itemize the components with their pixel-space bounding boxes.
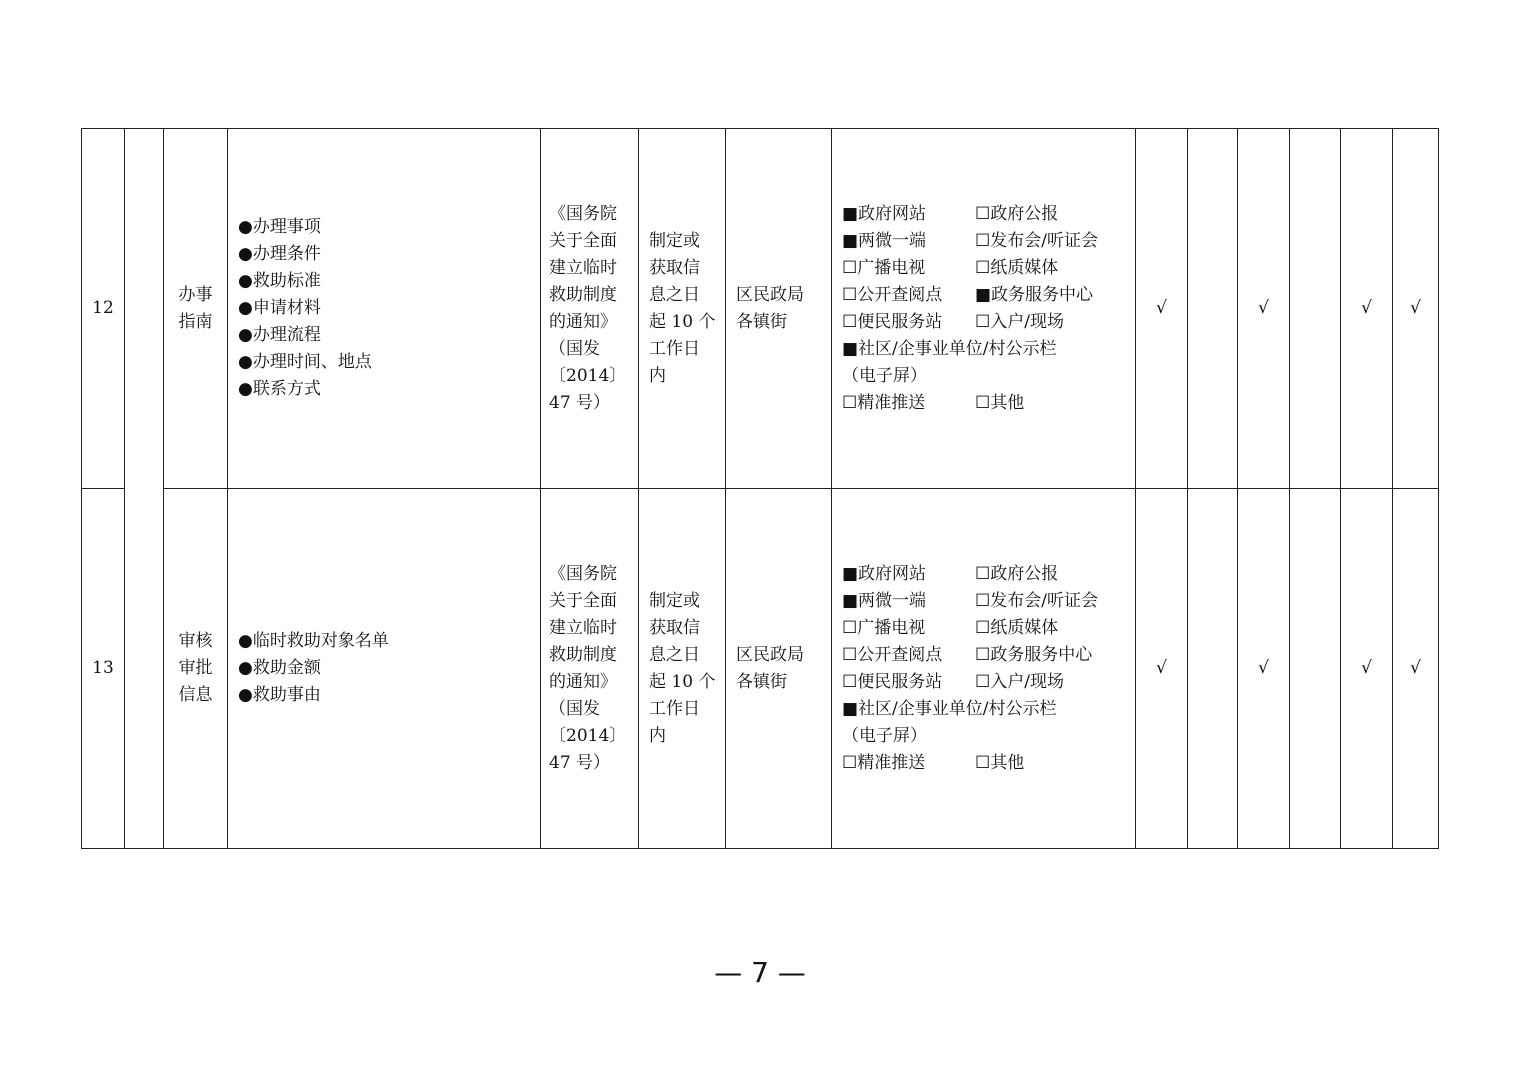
time-limit-line: 息之日 (649, 284, 700, 305)
time-limit-line: 起 10 个 (649, 671, 716, 692)
channel-cell (832, 489, 1136, 849)
basis-line: 救助制度 (549, 284, 617, 305)
channel-option: ☐纸质媒体 (975, 257, 1059, 278)
category-cell (164, 129, 228, 489)
time-limit-line: 内 (649, 725, 666, 746)
basis-line: 《国务院 (549, 563, 617, 584)
time-limit-cell (639, 129, 726, 489)
check-mark-cell: √ (1136, 129, 1188, 489)
time-limit-cell (639, 489, 726, 849)
channel-option: ■政府网站 (842, 203, 927, 224)
time-limit-line: 起 10 个 (649, 311, 716, 332)
content-item: ●救助事由 (238, 685, 321, 705)
category-line: 办事 (178, 284, 213, 305)
basis-line: 关于全面 (549, 230, 617, 251)
category-cell (164, 489, 228, 849)
channel-option: ☐入户/现场 (975, 311, 1064, 332)
basis-line: 47 号） (549, 752, 611, 773)
merged-blank-cell (125, 129, 164, 849)
basis-line: 47 号） (549, 392, 611, 413)
check-mark-cell: √ (1393, 489, 1439, 849)
channel-option: ■政府网站 (842, 563, 927, 584)
channel-option: ☐政府公报 (975, 563, 1059, 584)
time-limit-line: 内 (649, 365, 666, 386)
content-item: ●办理时间、地点 (238, 352, 372, 372)
table-row (82, 489, 1439, 849)
channel-option: ☐政务服务中心 (975, 644, 1093, 665)
check-mark-cell (1290, 489, 1341, 849)
channel-option: ☐广播电视 (842, 257, 926, 278)
check-mark-cell: √ (1238, 489, 1290, 849)
time-limit-line: 制定或 (649, 230, 700, 251)
channel-option: ☐广播电视 (842, 617, 926, 638)
channel-option: ■政务服务中心 (975, 284, 1094, 305)
channel-option: ■两微一端 (842, 590, 927, 611)
content-item: ●救助标准 (238, 271, 321, 291)
channel-option: ☐精准推送 (842, 392, 926, 413)
subject-cell (726, 129, 832, 489)
channel-option: ☐精准推送 (842, 752, 926, 773)
check-mark-cell: √ (1136, 489, 1188, 849)
check-mark-cell (1188, 489, 1238, 849)
content-item: ●办理事项 (238, 217, 321, 237)
subject-line: 区民政局 (736, 644, 804, 665)
category-line: 指南 (178, 311, 213, 332)
content-cell (228, 129, 541, 489)
check-mark-cell: √ (1341, 489, 1393, 849)
basis-cell (541, 489, 639, 849)
channel-grid (842, 201, 1135, 417)
channel-option: ■两微一端 (842, 230, 927, 251)
content-item: ●办理流程 (238, 325, 321, 345)
check-mark-cell (1188, 129, 1238, 489)
subject-line: 各镇街 (736, 311, 787, 332)
basis-line: 救助制度 (549, 644, 617, 665)
content-item: ●临时救助对象名单 (238, 631, 389, 651)
channel-option: ■社区/企事业单位/村公示栏 (842, 698, 1057, 719)
table-row (82, 129, 1439, 489)
channel-option: ☐发布会/听证会 (975, 590, 1098, 611)
subject-line: 各镇街 (736, 671, 787, 692)
basis-line: 建立临时 (549, 617, 617, 638)
basis-line: （国发 (549, 338, 600, 359)
category-line: 审核 (178, 631, 213, 651)
page-number: — 7 — (714, 956, 806, 989)
time-limit-line: 制定或 (649, 590, 700, 611)
channel-option: ☐政府公报 (975, 203, 1059, 224)
time-limit-line: 获取信 (649, 617, 700, 638)
category-line: 审批 (178, 658, 213, 678)
channel-option: ■社区/企事业单位/村公示栏 (842, 338, 1057, 359)
basis-line: 关于全面 (549, 590, 617, 611)
row-number-cell: 12 (82, 129, 125, 489)
channel-option-note: （电子屏） (842, 725, 927, 746)
channel-option: ☐公开查阅点 (842, 284, 943, 305)
channel-option: ☐其他 (975, 392, 1025, 413)
content-item: ●联系方式 (238, 379, 321, 399)
basis-line: 建立临时 (549, 257, 617, 278)
channel-option: ☐便民服务站 (842, 311, 943, 332)
channel-option: ☐入户/现场 (975, 671, 1064, 692)
channel-option: ☐发布会/听证会 (975, 230, 1098, 251)
time-limit-line: 工作日 (649, 698, 700, 719)
check-mark-cell: √ (1238, 129, 1290, 489)
channel-option-note: （电子屏） (842, 365, 927, 386)
basis-line: 《国务院 (549, 203, 617, 224)
basis-line: 的通知》 (549, 311, 617, 332)
basis-line: 〔2014〕 (549, 725, 627, 746)
subject-line: 区民政局 (736, 284, 804, 305)
channel-option: ☐纸质媒体 (975, 617, 1059, 638)
channel-cell (832, 129, 1136, 489)
check-mark-cell: √ (1341, 129, 1393, 489)
channel-option: ☐便民服务站 (842, 671, 943, 692)
content-cell (228, 489, 541, 849)
check-mark-cell: √ (1393, 129, 1439, 489)
category-line: 信息 (178, 685, 213, 705)
time-limit-line: 获取信 (649, 257, 700, 278)
subject-cell (726, 489, 832, 849)
channel-grid (842, 561, 1135, 777)
basis-line: （国发 (549, 698, 600, 719)
basis-line: 〔2014〕 (549, 365, 627, 386)
time-limit-line: 息之日 (649, 644, 700, 665)
basis-cell (541, 129, 639, 489)
content-item: ●申请材料 (238, 298, 321, 318)
channel-option: ☐公开查阅点 (842, 644, 943, 665)
time-limit-line: 工作日 (649, 338, 700, 359)
content-item: ●救助金额 (238, 658, 321, 678)
check-mark-cell (1290, 129, 1341, 489)
channel-option: ☐其他 (975, 752, 1025, 773)
content-item: ●办理条件 (238, 244, 321, 264)
row-number-cell: 13 (82, 489, 125, 849)
disclosure-table (81, 128, 1439, 849)
basis-line: 的通知》 (549, 671, 617, 692)
